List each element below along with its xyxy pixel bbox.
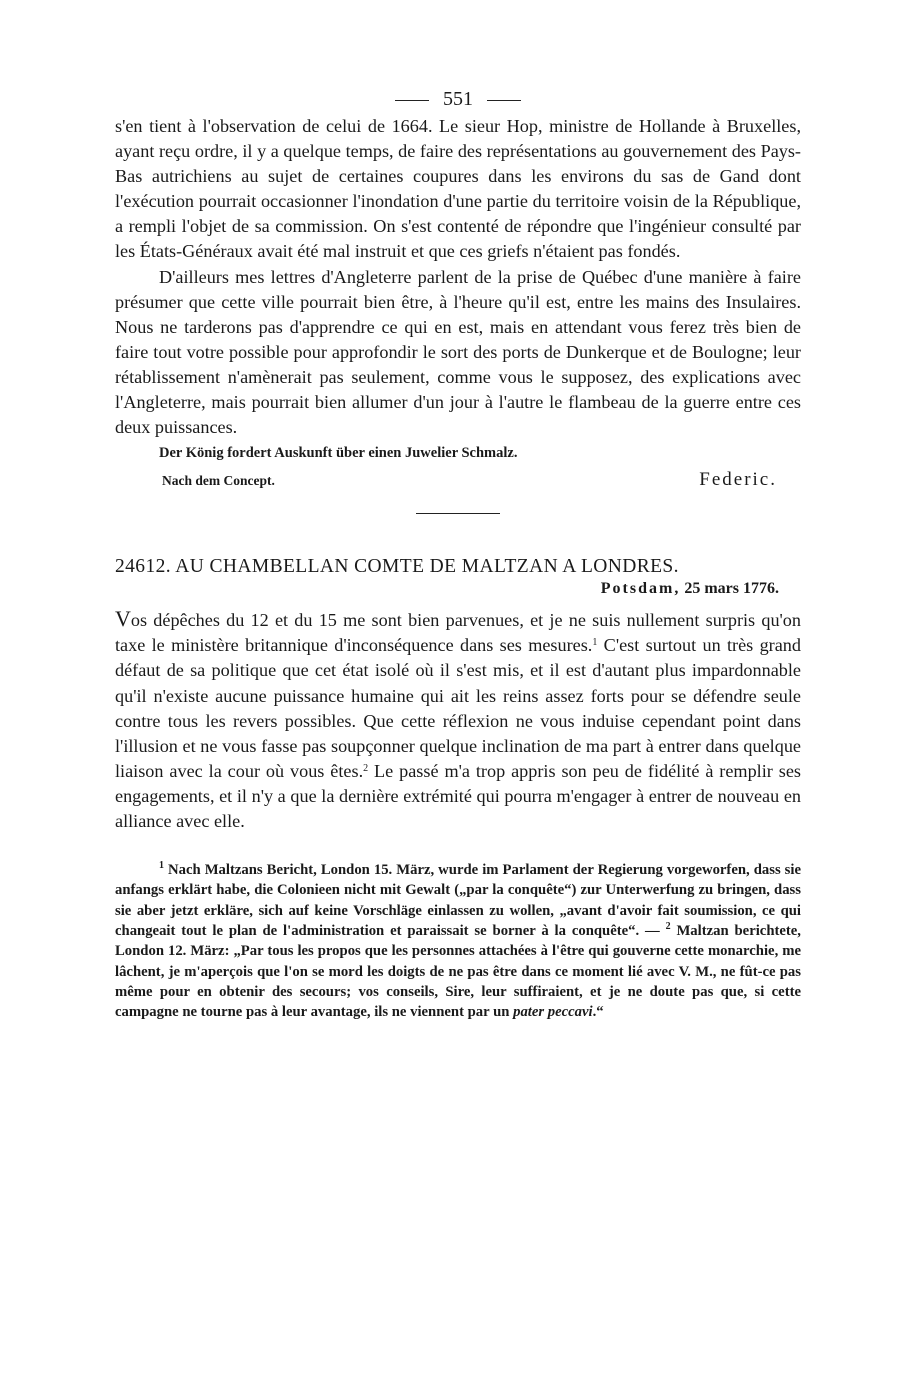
source-signature-row <box>162 469 801 491</box>
continuation-paragraph: s'en tient à l'observation de celui de 1664. Le sieur Hop, ministre de Hollande à Bruxelles, ayant reçu ordre, il y a quelque temps, de faire des représentations au gouvernement des Pays-Bas autrichiens au sujet de certaines coupures dans les environs du sas de Gand dont l'exécution pourrait occasionner l'inondation d'une partie du territoire voisin de la République, a rempli l'objet de sa commission. On s'est contenté de répondre que l'ingénieur consulté par les États-Généraux avait été mal instruit et que ces griefs n'étaient pas fondés. <box>115 116 801 262</box>
footnotes <box>115 860 801 1022</box>
letter-text-c: Le passé m'a trop appris son peu de fidélité à remplir ses engagements, et il n'y a que la dernière extrémité qui pourra m'engager à entrer de nouveau en alliance avec elle. <box>115 760 801 831</box>
footnote-text <box>115 860 801 1022</box>
footnote-ref-2[interactable]: 2 <box>363 762 369 774</box>
header-rule-right <box>487 100 521 101</box>
footnote-2-end: .“ <box>592 1004 604 1021</box>
summary-line: Der König fordert Auskunft über einen Juwelier Schmalz. <box>159 445 518 462</box>
paragraph-quebec: D'ailleurs mes lettres d'Angleterre parlent de la prise de Québec d'une manière à faire présumer que cette ville pourrait bien être, à l'heure qu'il est, entre les mains des Insulaires. Nous ne tarderons pas d'apprendre ce qui en est, mais en attendant vous ferez très bien de faire tout votre possible pour approfondir le sort des ports de Dunkerque et de Boulogne; leur rétablissement n'amènerait pas seulement, comme vous le supposez, des explications avec l'Angleterre, mais pourrait bien allumer d'un jour à l'autre le flambeau de la guerre entre ces deux puissances. <box>115 266 801 438</box>
letter-date: 25 mars 1776. <box>684 580 779 598</box>
letter-body <box>115 606 801 834</box>
page-number: 551 <box>443 88 473 110</box>
page-header <box>115 84 801 114</box>
footnote-1: Nach Maltzans Bericht, London 15. März, wurde im Parlament der Regierung vorgeworfen, dass sie anfangs erklärt habe, die Colonieen nicht mit Gewalt („par la conquête“) zur Unterwerfung zu bringen, dass sie aber jetzt erkläre, sich auf keine Vorschläge einlassen zu wollen, „avant d'avoir fait soumission, ce qui changeait tout le plan de l'administration et paraissait se borner à la conquête“. — <box>115 862 801 939</box>
header-rule-left <box>395 100 429 101</box>
letter-text-b: C'est surtout un très grand défaut de sa politique que cet état isolé où il s'est mis, et il est d'autant plus impardonnable qu'il n'existe aucune puissance humaine qui ait les reins assez forts pour se défendre seule contre tous les revers possibles. Que cette réflexion ne vous induise cependant point dans l'illusion et ne vous fasse pas soupçonner quelque inclination de ma part à entrer dans quelque liaison avec la cour où vous êtes. <box>115 635 801 781</box>
footnote-ref-1[interactable]: 1 <box>592 637 598 649</box>
footnote-mark-2: 2 <box>665 920 671 932</box>
letter-place: Potsdam, <box>600 580 681 598</box>
footnote-mark-1: 1 <box>159 860 164 872</box>
letter-heading: 24612. AU CHAMBELLAN COMTE DE MALTZAN A LONDRES. <box>115 556 679 578</box>
dropcap: V <box>115 606 131 632</box>
document-page <box>115 84 801 1022</box>
letter-text-a: os dépêches du 12 et du 15 me sont bien parvenues, et je ne suis nullement surpris qu'on taxe le ministère britannique d'inconséquence dans ses mesures. <box>115 610 801 656</box>
previous-letter-end <box>115 114 801 440</box>
letter-paragraph <box>115 606 801 834</box>
footnote-2: Maltzan berichtete, London 12. März: „Par tous les propos que les personnes attachées à l'être qui gouverne cette monarchie, me lâchent, je m'aperçois que l'on se mord les doigts de ne pas être dans ce moment lié avec V. M., ne fût-ce pas même pour en obtenir des secours; vos conseils, Sire, leur suffiraient, et je ne doute pas que, si cette campagne ne tourne pas à leur avantage, ils ne viennent par un <box>115 922 801 1021</box>
footnote-2-italic: pater peccavi <box>513 1004 593 1021</box>
section-divider <box>416 513 500 514</box>
letter-place-date <box>115 580 779 598</box>
signature: Federic. <box>699 469 777 491</box>
source-note: Nach dem Concept. <box>162 473 275 489</box>
